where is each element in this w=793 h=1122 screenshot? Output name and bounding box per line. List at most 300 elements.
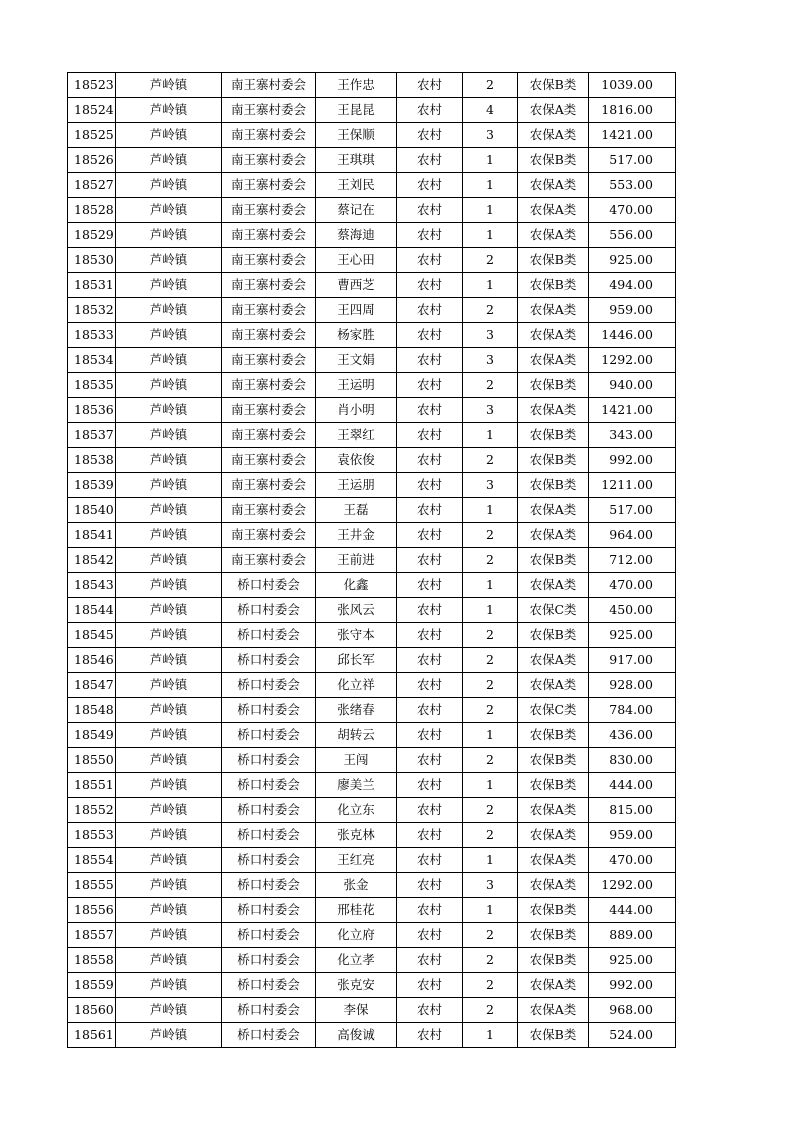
table-row xyxy=(68,848,676,873)
town-cell: 芦岭镇 xyxy=(116,348,222,373)
person-name-cell: 王闯 xyxy=(316,748,397,773)
household-type-cell: 农村 xyxy=(397,648,463,673)
amount-cell: 517.00 xyxy=(589,148,676,173)
household-size-cell: 2 xyxy=(463,648,518,673)
town-cell: 芦岭镇 xyxy=(116,98,222,123)
village-committee-cell: 南王寨村委会 xyxy=(222,223,316,248)
insurance-category-cell: 农保A类 xyxy=(518,398,589,423)
person-name-cell: 王刘民 xyxy=(316,173,397,198)
person-name-cell: 王琪琪 xyxy=(316,148,397,173)
insurance-category-cell: 农保A类 xyxy=(518,298,589,323)
record-id-cell: 18533 xyxy=(68,323,116,348)
table-row xyxy=(68,473,676,498)
household-size-cell: 1 xyxy=(463,423,518,448)
household-type-cell: 农村 xyxy=(397,198,463,223)
household-size-cell: 2 xyxy=(463,698,518,723)
record-id-cell: 18543 xyxy=(68,573,116,598)
household-type-cell: 农村 xyxy=(397,673,463,698)
household-size-cell: 2 xyxy=(463,298,518,323)
village-committee-cell: 桥口村委会 xyxy=(222,598,316,623)
amount-cell: 925.00 xyxy=(589,248,676,273)
amount-cell: 928.00 xyxy=(589,673,676,698)
person-name-cell: 王磊 xyxy=(316,498,397,523)
insurance-category-cell: 农保B类 xyxy=(518,548,589,573)
household-type-cell: 农村 xyxy=(397,848,463,873)
amount-cell: 1446.00 xyxy=(589,323,676,348)
amount-cell: 1211.00 xyxy=(589,473,676,498)
town-cell: 芦岭镇 xyxy=(116,548,222,573)
household-size-cell: 2 xyxy=(463,973,518,998)
household-size-cell: 3 xyxy=(463,398,518,423)
record-id-cell: 18523 xyxy=(68,73,116,98)
record-id-cell: 18540 xyxy=(68,498,116,523)
amount-cell: 968.00 xyxy=(589,998,676,1023)
person-name-cell: 蔡海迪 xyxy=(316,223,397,248)
person-name-cell: 王红亮 xyxy=(316,848,397,873)
person-name-cell: 袁依俊 xyxy=(316,448,397,473)
household-type-cell: 农村 xyxy=(397,423,463,448)
records-table xyxy=(67,72,676,1048)
insurance-category-cell: 农保A类 xyxy=(518,673,589,698)
table-row xyxy=(68,1023,676,1048)
insurance-category-cell: 农保A类 xyxy=(518,523,589,548)
household-size-cell: 2 xyxy=(463,623,518,648)
town-cell: 芦岭镇 xyxy=(116,973,222,998)
table-row xyxy=(68,573,676,598)
record-id-cell: 18544 xyxy=(68,598,116,623)
household-type-cell: 农村 xyxy=(397,348,463,373)
household-size-cell: 1 xyxy=(463,198,518,223)
insurance-category-cell: 农保A类 xyxy=(518,798,589,823)
insurance-category-cell: 农保B类 xyxy=(518,448,589,473)
household-size-cell: 2 xyxy=(463,948,518,973)
record-id-cell: 18551 xyxy=(68,773,116,798)
household-size-cell: 2 xyxy=(463,523,518,548)
insurance-category-cell: 农保A类 xyxy=(518,223,589,248)
record-id-cell: 18555 xyxy=(68,873,116,898)
record-id-cell: 18525 xyxy=(68,123,116,148)
table-row xyxy=(68,823,676,848)
household-type-cell: 农村 xyxy=(397,623,463,648)
village-committee-cell: 桥口村委会 xyxy=(222,923,316,948)
village-committee-cell: 桥口村委会 xyxy=(222,1023,316,1048)
record-id-cell: 18529 xyxy=(68,223,116,248)
person-name-cell: 曹西芝 xyxy=(316,273,397,298)
insurance-category-cell: 农保A类 xyxy=(518,823,589,848)
insurance-category-cell: 农保B类 xyxy=(518,373,589,398)
record-id-cell: 18561 xyxy=(68,1023,116,1048)
household-type-cell: 农村 xyxy=(397,73,463,98)
town-cell: 芦岭镇 xyxy=(116,373,222,398)
insurance-category-cell: 农保A类 xyxy=(518,323,589,348)
town-cell: 芦岭镇 xyxy=(116,123,222,148)
household-type-cell: 农村 xyxy=(397,173,463,198)
town-cell: 芦岭镇 xyxy=(116,648,222,673)
village-committee-cell: 桥口村委会 xyxy=(222,723,316,748)
insurance-category-cell: 农保B类 xyxy=(518,898,589,923)
town-cell: 芦岭镇 xyxy=(116,448,222,473)
person-name-cell: 王翠红 xyxy=(316,423,397,448)
table-body xyxy=(68,73,676,1048)
person-name-cell: 张克安 xyxy=(316,973,397,998)
village-committee-cell: 桥口村委会 xyxy=(222,748,316,773)
household-size-cell: 3 xyxy=(463,473,518,498)
table-row xyxy=(68,773,676,798)
record-id-cell: 18527 xyxy=(68,173,116,198)
town-cell: 芦岭镇 xyxy=(116,873,222,898)
record-id-cell: 18531 xyxy=(68,273,116,298)
person-name-cell: 杨家胜 xyxy=(316,323,397,348)
record-id-cell: 18541 xyxy=(68,523,116,548)
household-size-cell: 1 xyxy=(463,173,518,198)
table-row xyxy=(68,998,676,1023)
household-type-cell: 农村 xyxy=(397,873,463,898)
insurance-category-cell: 农保B类 xyxy=(518,248,589,273)
person-name-cell: 化立东 xyxy=(316,798,397,823)
record-id-cell: 18535 xyxy=(68,373,116,398)
household-size-cell: 1 xyxy=(463,773,518,798)
insurance-category-cell: 农保B类 xyxy=(518,948,589,973)
village-committee-cell: 南王寨村委会 xyxy=(222,373,316,398)
table-row xyxy=(68,923,676,948)
person-name-cell: 邢桂花 xyxy=(316,898,397,923)
household-type-cell: 农村 xyxy=(397,723,463,748)
town-cell: 芦岭镇 xyxy=(116,198,222,223)
town-cell: 芦岭镇 xyxy=(116,923,222,948)
table-row xyxy=(68,123,676,148)
amount-cell: 470.00 xyxy=(589,573,676,598)
village-committee-cell: 桥口村委会 xyxy=(222,848,316,873)
amount-cell: 917.00 xyxy=(589,648,676,673)
household-size-cell: 1 xyxy=(463,573,518,598)
village-committee-cell: 南王寨村委会 xyxy=(222,123,316,148)
table-row xyxy=(68,498,676,523)
insurance-category-cell: 农保A类 xyxy=(518,873,589,898)
person-name-cell: 王保顺 xyxy=(316,123,397,148)
insurance-category-cell: 农保A类 xyxy=(518,173,589,198)
table-row xyxy=(68,648,676,673)
table-row xyxy=(68,948,676,973)
amount-cell: 940.00 xyxy=(589,373,676,398)
record-id-cell: 18532 xyxy=(68,298,116,323)
person-name-cell: 王昆昆 xyxy=(316,98,397,123)
household-size-cell: 2 xyxy=(463,798,518,823)
village-committee-cell: 桥口村委会 xyxy=(222,948,316,973)
insurance-category-cell: 农保B类 xyxy=(518,773,589,798)
town-cell: 芦岭镇 xyxy=(116,323,222,348)
household-type-cell: 农村 xyxy=(397,373,463,398)
insurance-category-cell: 农保C类 xyxy=(518,698,589,723)
table-row xyxy=(68,723,676,748)
household-type-cell: 农村 xyxy=(397,748,463,773)
record-id-cell: 18550 xyxy=(68,748,116,773)
amount-cell: 925.00 xyxy=(589,623,676,648)
insurance-category-cell: 农保A类 xyxy=(518,498,589,523)
record-id-cell: 18556 xyxy=(68,898,116,923)
village-committee-cell: 桥口村委会 xyxy=(222,973,316,998)
village-committee-cell: 桥口村委会 xyxy=(222,573,316,598)
village-committee-cell: 南王寨村委会 xyxy=(222,523,316,548)
village-committee-cell: 南王寨村委会 xyxy=(222,298,316,323)
table-row xyxy=(68,348,676,373)
town-cell: 芦岭镇 xyxy=(116,498,222,523)
village-committee-cell: 南王寨村委会 xyxy=(222,398,316,423)
insurance-category-cell: 农保A类 xyxy=(518,573,589,598)
record-id-cell: 18553 xyxy=(68,823,116,848)
record-id-cell: 18554 xyxy=(68,848,116,873)
amount-cell: 992.00 xyxy=(589,973,676,998)
household-type-cell: 农村 xyxy=(397,223,463,248)
town-cell: 芦岭镇 xyxy=(116,898,222,923)
household-type-cell: 农村 xyxy=(397,1023,463,1048)
household-size-cell: 2 xyxy=(463,73,518,98)
household-type-cell: 农村 xyxy=(397,248,463,273)
village-committee-cell: 南王寨村委会 xyxy=(222,348,316,373)
household-type-cell: 农村 xyxy=(397,773,463,798)
household-type-cell: 农村 xyxy=(397,698,463,723)
town-cell: 芦岭镇 xyxy=(116,173,222,198)
record-id-cell: 18560 xyxy=(68,998,116,1023)
table-row xyxy=(68,323,676,348)
household-type-cell: 农村 xyxy=(397,323,463,348)
record-id-cell: 18539 xyxy=(68,473,116,498)
household-size-cell: 1 xyxy=(463,498,518,523)
amount-cell: 889.00 xyxy=(589,923,676,948)
household-size-cell: 2 xyxy=(463,673,518,698)
village-committee-cell: 桥口村委会 xyxy=(222,698,316,723)
record-id-cell: 18558 xyxy=(68,948,116,973)
person-name-cell: 化立府 xyxy=(316,923,397,948)
table-row xyxy=(68,298,676,323)
record-id-cell: 18537 xyxy=(68,423,116,448)
amount-cell: 343.00 xyxy=(589,423,676,448)
household-size-cell: 1 xyxy=(463,848,518,873)
table-row xyxy=(68,373,676,398)
household-size-cell: 2 xyxy=(463,448,518,473)
amount-cell: 712.00 xyxy=(589,548,676,573)
amount-cell: 444.00 xyxy=(589,898,676,923)
household-type-cell: 农村 xyxy=(397,98,463,123)
village-committee-cell: 桥口村委会 xyxy=(222,623,316,648)
household-type-cell: 农村 xyxy=(397,398,463,423)
record-id-cell: 18538 xyxy=(68,448,116,473)
village-committee-cell: 南王寨村委会 xyxy=(222,473,316,498)
table-row xyxy=(68,98,676,123)
insurance-category-cell: 农保A类 xyxy=(518,973,589,998)
person-name-cell: 王运明 xyxy=(316,373,397,398)
person-name-cell: 化鑫 xyxy=(316,573,397,598)
village-committee-cell: 桥口村委会 xyxy=(222,648,316,673)
table-row xyxy=(68,523,676,548)
amount-cell: 444.00 xyxy=(589,773,676,798)
town-cell: 芦岭镇 xyxy=(116,473,222,498)
town-cell: 芦岭镇 xyxy=(116,673,222,698)
insurance-category-cell: 农保B类 xyxy=(518,423,589,448)
household-type-cell: 农村 xyxy=(397,823,463,848)
town-cell: 芦岭镇 xyxy=(116,523,222,548)
record-id-cell: 18524 xyxy=(68,98,116,123)
household-size-cell: 1 xyxy=(463,1023,518,1048)
amount-cell: 815.00 xyxy=(589,798,676,823)
household-size-cell: 2 xyxy=(463,248,518,273)
amount-cell: 1292.00 xyxy=(589,348,676,373)
village-committee-cell: 南王寨村委会 xyxy=(222,498,316,523)
person-name-cell: 高俊诚 xyxy=(316,1023,397,1048)
person-name-cell: 张风云 xyxy=(316,598,397,623)
table-row xyxy=(68,73,676,98)
record-id-cell: 18528 xyxy=(68,198,116,223)
insurance-category-cell: 农保B类 xyxy=(518,73,589,98)
table-row xyxy=(68,448,676,473)
record-id-cell: 18552 xyxy=(68,798,116,823)
town-cell: 芦岭镇 xyxy=(116,148,222,173)
village-committee-cell: 南王寨村委会 xyxy=(222,148,316,173)
household-type-cell: 农村 xyxy=(397,148,463,173)
person-name-cell: 张守本 xyxy=(316,623,397,648)
village-committee-cell: 桥口村委会 xyxy=(222,998,316,1023)
insurance-category-cell: 农保A类 xyxy=(518,348,589,373)
insurance-category-cell: 农保C类 xyxy=(518,598,589,623)
town-cell: 芦岭镇 xyxy=(116,573,222,598)
amount-cell: 470.00 xyxy=(589,848,676,873)
amount-cell: 470.00 xyxy=(589,198,676,223)
table-row xyxy=(68,748,676,773)
town-cell: 芦岭镇 xyxy=(116,73,222,98)
person-name-cell: 化立祥 xyxy=(316,673,397,698)
village-committee-cell: 桥口村委会 xyxy=(222,898,316,923)
table-row xyxy=(68,623,676,648)
amount-cell: 436.00 xyxy=(589,723,676,748)
town-cell: 芦岭镇 xyxy=(116,723,222,748)
village-committee-cell: 桥口村委会 xyxy=(222,873,316,898)
household-type-cell: 农村 xyxy=(397,448,463,473)
town-cell: 芦岭镇 xyxy=(116,848,222,873)
person-name-cell: 王运朋 xyxy=(316,473,397,498)
household-size-cell: 1 xyxy=(463,223,518,248)
table-row xyxy=(68,673,676,698)
amount-cell: 964.00 xyxy=(589,523,676,548)
amount-cell: 830.00 xyxy=(589,748,676,773)
amount-cell: 1816.00 xyxy=(589,98,676,123)
village-committee-cell: 南王寨村委会 xyxy=(222,548,316,573)
household-size-cell: 3 xyxy=(463,123,518,148)
insurance-category-cell: 农保B类 xyxy=(518,923,589,948)
town-cell: 芦岭镇 xyxy=(116,298,222,323)
insurance-category-cell: 农保A类 xyxy=(518,198,589,223)
person-name-cell: 王心田 xyxy=(316,248,397,273)
amount-cell: 784.00 xyxy=(589,698,676,723)
household-type-cell: 农村 xyxy=(397,498,463,523)
record-id-cell: 18542 xyxy=(68,548,116,573)
table-row xyxy=(68,898,676,923)
town-cell: 芦岭镇 xyxy=(116,248,222,273)
record-id-cell: 18545 xyxy=(68,623,116,648)
insurance-category-cell: 农保B类 xyxy=(518,1023,589,1048)
village-committee-cell: 桥口村委会 xyxy=(222,798,316,823)
table-row xyxy=(68,798,676,823)
amount-cell: 553.00 xyxy=(589,173,676,198)
household-type-cell: 农村 xyxy=(397,473,463,498)
record-id-cell: 18526 xyxy=(68,148,116,173)
village-committee-cell: 南王寨村委会 xyxy=(222,198,316,223)
amount-cell: 925.00 xyxy=(589,948,676,973)
household-size-cell: 3 xyxy=(463,873,518,898)
amount-cell: 1421.00 xyxy=(589,123,676,148)
table-row xyxy=(68,973,676,998)
record-id-cell: 18549 xyxy=(68,723,116,748)
amount-cell: 450.00 xyxy=(589,598,676,623)
table-row xyxy=(68,273,676,298)
person-name-cell: 廖美兰 xyxy=(316,773,397,798)
person-name-cell: 李保 xyxy=(316,998,397,1023)
household-size-cell: 2 xyxy=(463,548,518,573)
household-type-cell: 农村 xyxy=(397,923,463,948)
insurance-category-cell: 农保B类 xyxy=(518,273,589,298)
record-id-cell: 18548 xyxy=(68,698,116,723)
town-cell: 芦岭镇 xyxy=(116,423,222,448)
town-cell: 芦岭镇 xyxy=(116,698,222,723)
table-row xyxy=(68,173,676,198)
insurance-category-cell: 农保B类 xyxy=(518,473,589,498)
insurance-category-cell: 农保B类 xyxy=(518,148,589,173)
person-name-cell: 邱长军 xyxy=(316,648,397,673)
town-cell: 芦岭镇 xyxy=(116,798,222,823)
town-cell: 芦岭镇 xyxy=(116,823,222,848)
household-size-cell: 1 xyxy=(463,598,518,623)
household-size-cell: 2 xyxy=(463,823,518,848)
household-type-cell: 农村 xyxy=(397,798,463,823)
insurance-category-cell: 农保B类 xyxy=(518,623,589,648)
village-committee-cell: 南王寨村委会 xyxy=(222,98,316,123)
household-type-cell: 农村 xyxy=(397,973,463,998)
town-cell: 芦岭镇 xyxy=(116,748,222,773)
town-cell: 芦岭镇 xyxy=(116,223,222,248)
town-cell: 芦岭镇 xyxy=(116,1023,222,1048)
person-name-cell: 张克林 xyxy=(316,823,397,848)
village-committee-cell: 桥口村委会 xyxy=(222,773,316,798)
table-row xyxy=(68,873,676,898)
amount-cell: 992.00 xyxy=(589,448,676,473)
table-row xyxy=(68,548,676,573)
amount-cell: 1292.00 xyxy=(589,873,676,898)
table-row xyxy=(68,698,676,723)
person-name-cell: 王文娟 xyxy=(316,348,397,373)
town-cell: 芦岭镇 xyxy=(116,998,222,1023)
village-committee-cell: 南王寨村委会 xyxy=(222,248,316,273)
town-cell: 芦岭镇 xyxy=(116,623,222,648)
amount-cell: 524.00 xyxy=(589,1023,676,1048)
amount-cell: 494.00 xyxy=(589,273,676,298)
person-name-cell: 王四周 xyxy=(316,298,397,323)
table-row xyxy=(68,248,676,273)
household-type-cell: 农村 xyxy=(397,898,463,923)
household-size-cell: 2 xyxy=(463,998,518,1023)
record-id-cell: 18534 xyxy=(68,348,116,373)
record-id-cell: 18559 xyxy=(68,973,116,998)
household-type-cell: 农村 xyxy=(397,598,463,623)
person-name-cell: 王前进 xyxy=(316,548,397,573)
person-name-cell: 王井金 xyxy=(316,523,397,548)
household-type-cell: 农村 xyxy=(397,273,463,298)
amount-cell: 1039.00 xyxy=(589,73,676,98)
household-size-cell: 2 xyxy=(463,748,518,773)
village-committee-cell: 南王寨村委会 xyxy=(222,73,316,98)
household-type-cell: 农村 xyxy=(397,548,463,573)
record-id-cell: 18536 xyxy=(68,398,116,423)
record-id-cell: 18546 xyxy=(68,648,116,673)
insurance-category-cell: 农保B类 xyxy=(518,723,589,748)
village-committee-cell: 桥口村委会 xyxy=(222,673,316,698)
